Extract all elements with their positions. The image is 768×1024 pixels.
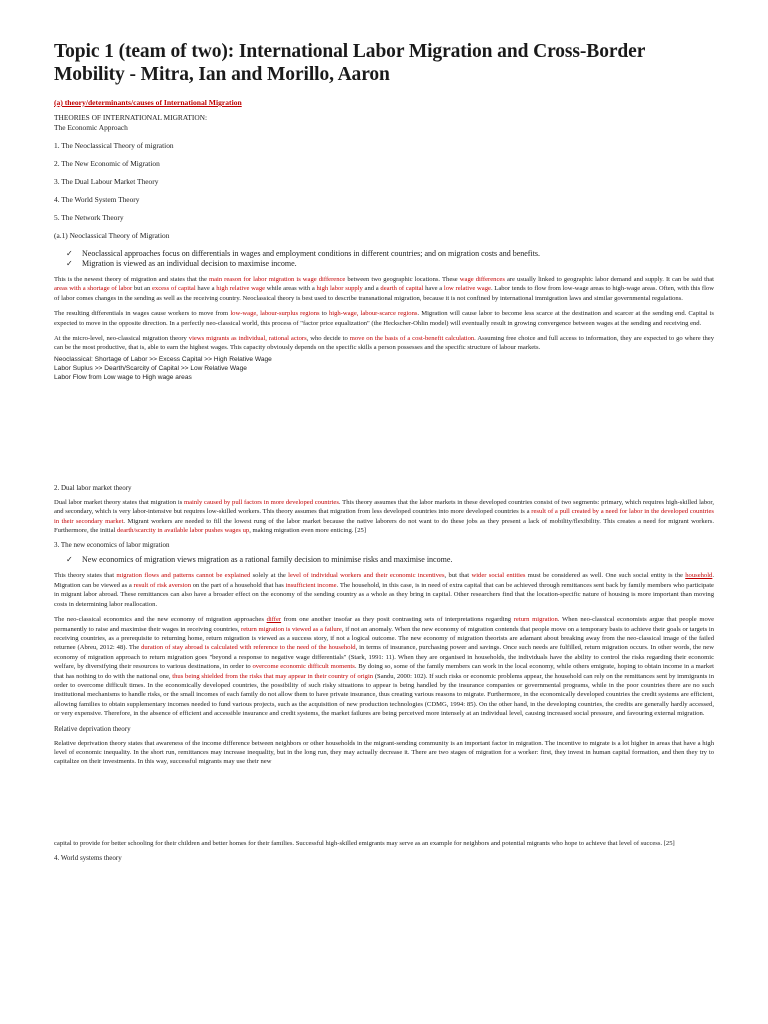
theory-item: 2. The New Economic of Migration — [54, 159, 160, 168]
section-a-heading[interactable]: (a) theory/determinants/causes of International Migration — [54, 98, 242, 107]
paragraph-dual-labor: Dual labor market theory states that migration is mainly caused by pull factors in more developed countries. This theory assumes that the labor markets in these developed countries consist of two segments: primary, which requires high-skilled labor, and secondary, which is very labor-intensive but requires low-skilled workers. This theory assumes that migration from less developed countries into more developed countries is a result of a pull created by a need for labor in the developed countries in their secondary market. Migrant workers are needed to fill the lowest rung of the labor market because the native laborers do not want to do these jobs as they present a lack of mobility/flexibility. This creates a need for migrant workers. Furthermore, the initial dearth/scarcity in available labor pushes wages up, making migration even more enticing. [25] — [54, 498, 714, 535]
note-line: Labor Flow from Low wage to High wage areas — [54, 373, 192, 381]
document-title: Topic 1 (team of two): International Labor Migration and Cross-Border Mobility - Mitra, Ian and Morillo, Aaron — [54, 41, 645, 85]
dual-labor-heading: 2. Dual labor market theory — [54, 483, 132, 492]
note-line: Labor Suplus >> Dearth/Scarcity of Capital >> Low Relative Wage — [54, 364, 247, 372]
paragraph-neoclassical-3: At the micro-level, neo-classical migration theory views migrants as individual, rational actors, who decide to move on the basis of a cost-benefit calculation. Assuming free choice and full access to information, they are expected to go where they can be the most productive, that is, able to earn the highest wages. This capacity obviously depends on the specific skills a person possesses and the specific structure of labour markets. — [54, 335, 714, 352]
paragraph-neoclassical-1: This is the newest theory of migration and states that the main reason for labor migration is wage difference between two geographic locations. These wage differences are usually linked to geographic labor demand and supply. It can be said that areas with a shortage of labor but an excess of capital have a high relative wage while areas with a high labor supply and a dearth of capital have a low relative wage. Labor tends to flow from low-wage areas to high-wage areas. Often, with this flow of labor comes changes in the sending as well as the receiving country. Neoclassical theory is best used to describe transnational migration, because it is not confined by international immigration laws and similar governmental regulations. — [54, 276, 715, 302]
theory-item: 5. The Network Theory — [54, 213, 124, 222]
relative-deprivation-heading: Relative deprivation theory — [54, 724, 131, 733]
bullet-item: ✓ New economics of migration views migration as a rational family decision to minimise risks and maximise income. — [66, 555, 453, 565]
bullet-item: ✓ Neoclassical approaches focus on differentials in wages and employment conditions in different countries; and on migration costs and benefits. — [66, 249, 541, 258]
paragraph-neoclassical-2: The resulting differentials in wages cause workers to move from low-wage, labour-surplus regions to high-wage, labour-scarce regions. Migration will cause labor to become less scarce at the destination and scarcer at the sending end. Capital is expected to move in the opposite direction. In a perfectly neo-classical world, this process of "factor price equalization" (the Heckscher-Ohlin model) will eventually result in growing convergence between wages at the sending and receiving end. — [54, 310, 714, 327]
note-line: Neoclassical: Shortage of Labor >> Excess Capital >> High Relative Wage — [54, 355, 272, 363]
paragraph-new-economics-1: This theory states that migration flows and patterns cannot be explained solely at the level of individual workers and their economic incentives, but that wider social entities must be considered as well. One such social entity is the household. Migration can be viewed as a result of risk aversion on the part of a household that has insufficient income. The household, in this case, is in need of extra capital that can be achieved through remittances sent back by family members who participate in migrant labor abroad. These remittances can also have a broader effect on the economy of the sending country as a whole as they bring in capital. Other researchers find that the location-specific nature of housing is more important than moving costs in determining labor reallocation. — [54, 572, 714, 608]
document-page — [54, 40, 714, 868]
blank-space — [54, 382, 714, 478]
neoclassical-notes — [54, 355, 714, 382]
economic-approach: The Economic Approach — [54, 123, 128, 132]
theories-heading: THEORIES OF INTERNATIONAL MIGRATION: — [54, 113, 208, 122]
new-economics-bullets — [66, 555, 714, 565]
paragraph-relative-deprivation-cont: capital to provide for better schooling for their children and better homes for their families. Successful high-skilled emigrants may serve as an example for neighbors and potential migrants who hope to achieve that level of success. [25] — [54, 839, 675, 847]
blank-space — [54, 773, 714, 839]
new-economics-heading: 3. The new economics of labor migration — [54, 541, 170, 550]
subsection-a1: (a.1) Neoclassical Theory of Migration — [54, 231, 170, 240]
theory-item: 1. The Neoclassical Theory of migration — [54, 141, 174, 150]
checkmark-icon: ✓ — [66, 259, 73, 268]
world-systems-heading: 4. World systems theory — [54, 854, 122, 863]
bullet-item: ✓ Migration is viewed as an individual decision to maximise income. — [66, 259, 297, 268]
theory-item: 4. The World System Theory — [54, 195, 140, 204]
paragraph-relative-deprivation: Relative deprivation theory states that awareness of the income difference between neighbors or other households in the migrant-sending community is an important factor in migration. The incentive to migrate is a lot higher in areas that have a high level of economic inequality. In the short run, remittances may increase inequality, but in the long run, they may actually decrease it. There are two stages of migration for a worker: first, they invest in human capital formation, and then they try to capitalize on their investments. In this way, successful migrants may use their new — [54, 739, 714, 766]
paragraph-new-economics-2: The neo-classical economics and the new economy of migration approaches differ from one another insofar as they posit contrasting sets of interpretations regarding return migration. When neo-classical economists argue that people move permanently to raise and maximise their wages in receiving countries, return migration is viewed as a failure, if not an anomaly. When the new economy of migration contends that people move on a temporary basis to achieve their goals or targets in receiving countries, as a prerequisite to returning home, return migration is viewed as a success story, if not a logical outcome. The new economy of migration theorists are adamant about breaking away from the neo-classical image of the failed returnee (Abreu, 2012: 48). The duration of stay abroad is calculated with reference to the need of the household, in terms of insurance, purchasing power and savings. Once such needs are fulfilled, return migration occurs. In other words, the new economy of migration approach to return migration goes "beyond a response to negative wage differentials" (Stark, 1991: 11). When they are organised in households, the individuals have the ability to control the risks regarding their economic welfare, by diversifying their resources to various destinations, in order to overcome economic difficult moments. By doing so, some of the family members can work in the local economy, while others emigrate, hoping to obtain income in a market that has nothing to do with the national one, thus being shielded from the risks that may appear in their country of origin (Sandu, 2000: 102). If such risks or economic problems appear, the household can rely on the remittances sent by immigrants in order to overcome difficult times. In the economically developed countries, the possibility of such risky situations to appear is being handled by the insurance companies or governmental programs, while in the poor countries there are no such institutional mechanisms to handle risks, or the small incomes of each family do not allow them to have private insurance, thus creating various reasons to migrate. Furthermore, in the economically developed countries the credit systems are efficient, allowing families to obtain supplementary incomes needed to fund various projects, such as the acquisition of new production technologies (CDMG, 1994: 85). On the other hand, in the developing countries, the credits are generally hardly accessed, or very expensive. Therefore, in the absence of efficient and accessible insurance and credit systems, the market failures are being perceived more intensely at an individual level, causing increased social pressure, and favouring external migration. — [54, 616, 715, 718]
checkmark-icon: ✓ — [66, 249, 73, 258]
checkmark-icon: ✓ — [66, 555, 73, 565]
theory-item: 3. The Dual Labour Market Theory — [54, 177, 159, 186]
neoclassical-bullets — [66, 249, 714, 269]
theories-list — [54, 113, 714, 241]
